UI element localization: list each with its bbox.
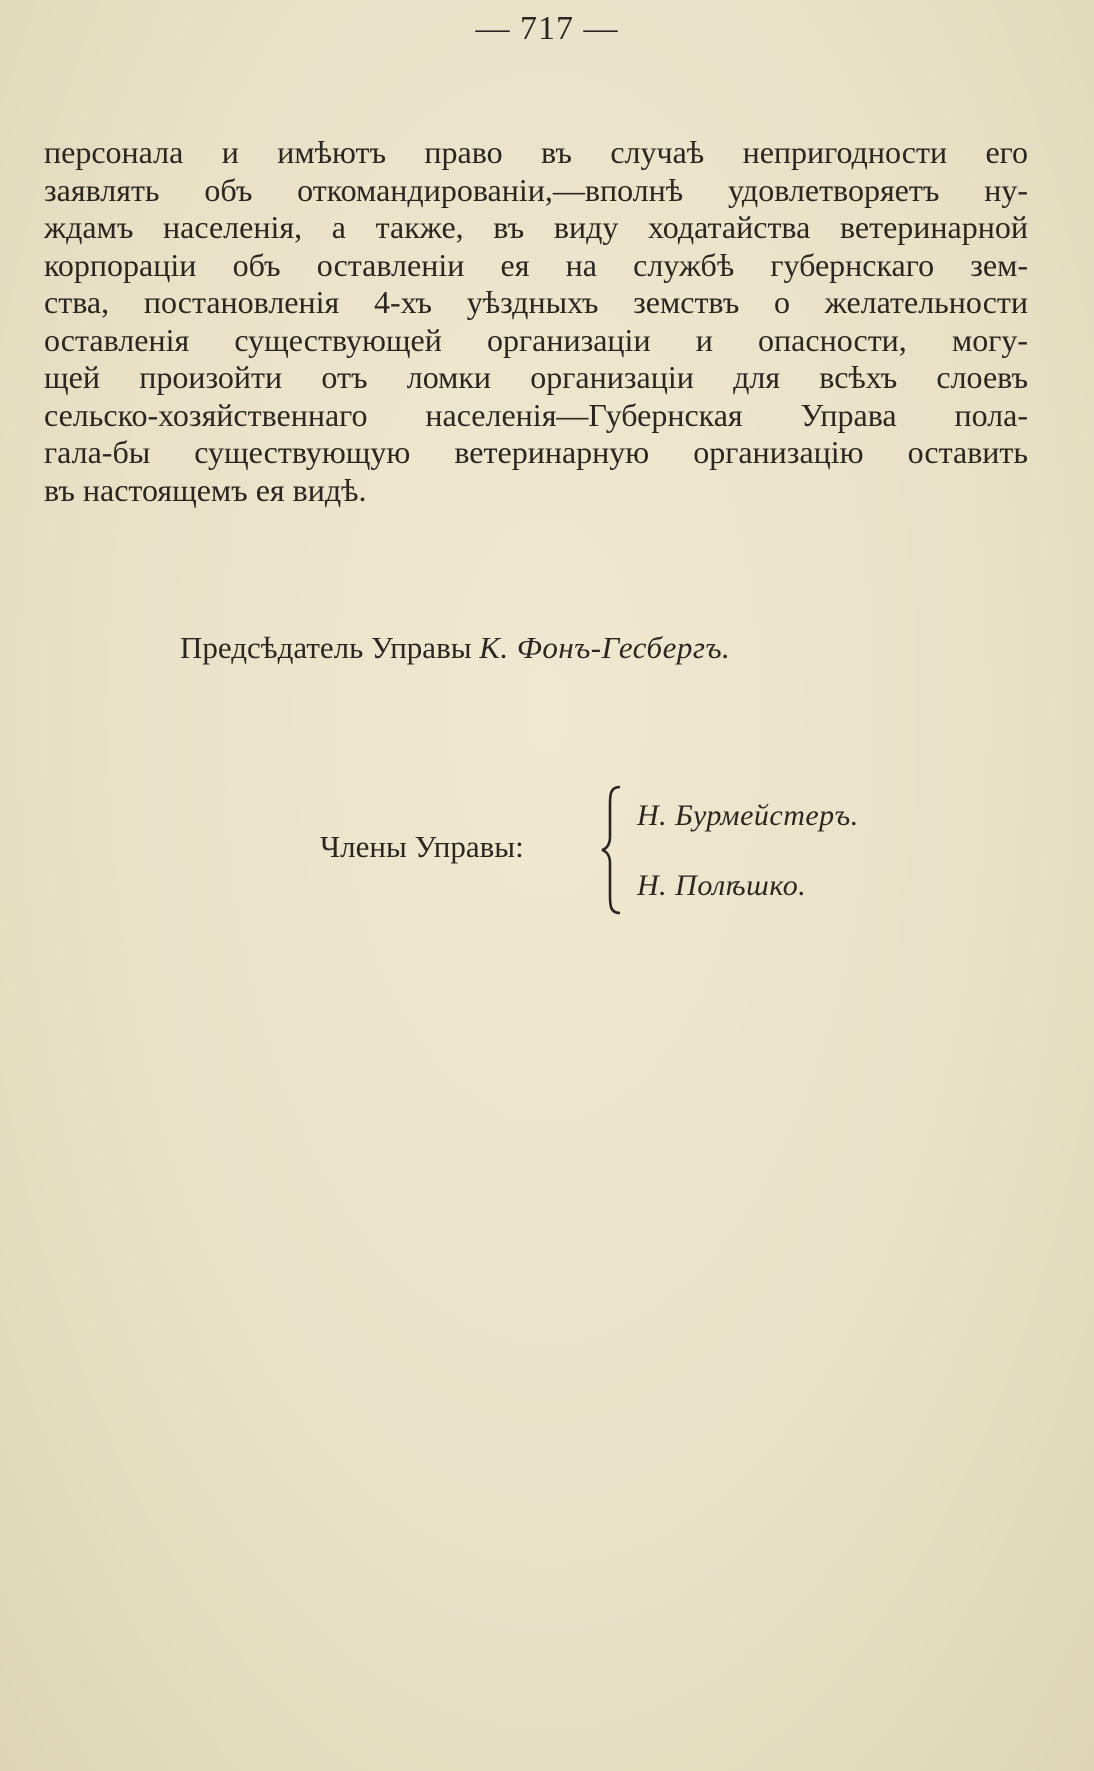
text-line: гала-бы существующую ветеринарную организацію оставить — [44, 434, 1028, 470]
bleed-through-background — [50, 560, 1050, 1740]
text-line: ждамъ населенія, а также, въ виду ходатайства ветеринарной — [44, 209, 1028, 245]
member-name: Н. Бурмейстеръ. — [637, 799, 859, 832]
text-line: сельско-хозяйственнаго населенія—Губернская Управа пола- — [44, 396, 1028, 433]
chairman-title: Предсѣдатель Управы — [180, 630, 472, 665]
members-label: Члены Управы: — [320, 829, 524, 864]
text-line: заявлять объ откомандированіи,—вполнѣ удовлетворяетъ ну- — [44, 171, 1028, 208]
chairman-signature — [180, 630, 730, 666]
chairman-name: К. Фонъ-Гесбергъ. — [479, 630, 731, 665]
text-line: въ настоящемъ ея видѣ. — [44, 471, 367, 508]
text-line: щей произойти отъ ломки организаціи для всѣхъ слоевъ — [44, 359, 1028, 395]
member-name: Н. Полѣшко. — [637, 869, 807, 902]
text-line: ства, постановленія 4-хъ уѣздныхъ земствъ о желательности — [44, 284, 1028, 320]
text-line: корпораціи объ оставленіи ея на службѣ губернскаго зем- — [44, 246, 1028, 283]
text-line: оставленія существующей организаціи и опасности, могу- — [44, 321, 1028, 358]
page-number: — 717 — — [475, 10, 619, 47]
body-paragraph — [44, 134, 1028, 509]
curly-brace-icon — [600, 785, 624, 915]
text-line: персонала и имѣютъ право въ случаѣ непригодности его — [44, 134, 1028, 170]
